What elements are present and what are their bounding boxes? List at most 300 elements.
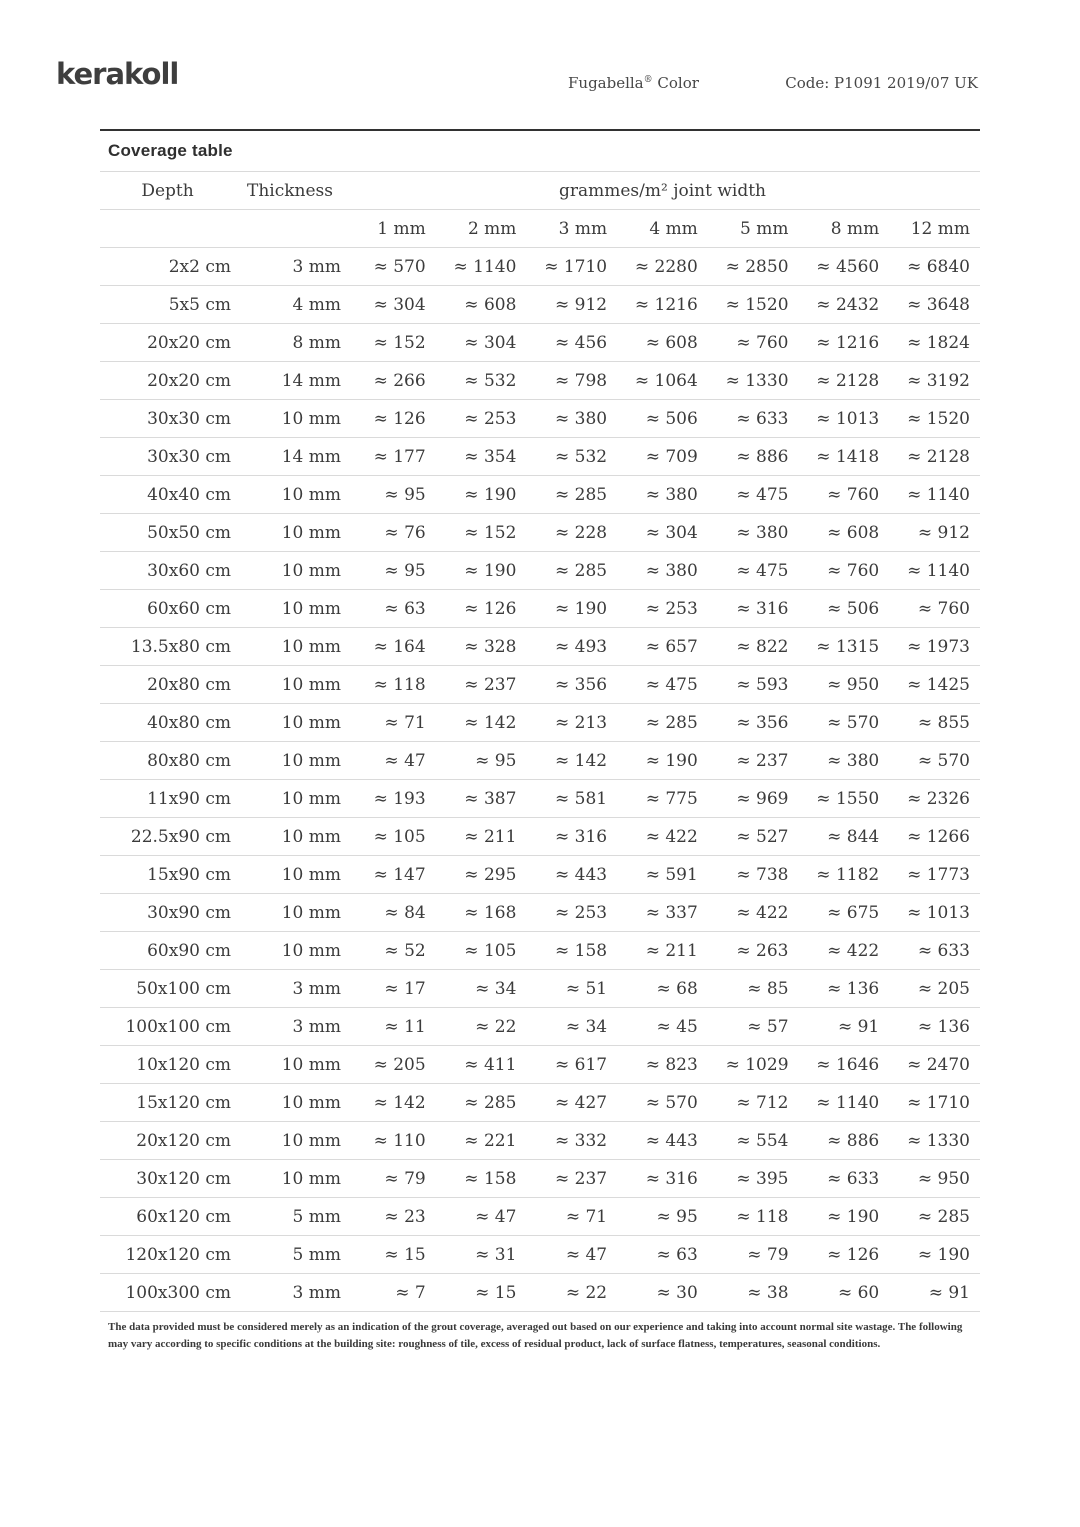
value-cell-8mm: ≈ 91 [799, 1008, 890, 1046]
value-cell-5mm: ≈ 593 [708, 666, 799, 704]
value-cell-5mm: ≈ 38 [708, 1274, 799, 1312]
thickness-cell: 10 mm [235, 704, 345, 742]
table-row [100, 248, 980, 286]
thickness-cell: 5 mm [235, 1236, 345, 1274]
thickness-cell: 10 mm [235, 1046, 345, 1084]
value-cell-1mm: ≈ 266 [345, 362, 436, 400]
depth-cell: 20x20 cm [100, 362, 235, 400]
value-cell-8mm: ≈ 2128 [799, 362, 890, 400]
value-cell-8mm: ≈ 608 [799, 514, 890, 552]
table-row [100, 552, 980, 590]
depth-cell: 15x120 cm [100, 1084, 235, 1122]
value-cell-4mm: ≈ 775 [617, 780, 708, 818]
value-cell-1mm: ≈ 76 [345, 514, 436, 552]
depth-cell: 100x300 cm [100, 1274, 235, 1312]
table-row [100, 590, 980, 628]
thickness-cell: 8 mm [235, 324, 345, 362]
value-cell-5mm: ≈ 380 [708, 514, 799, 552]
value-cell-1mm: ≈ 52 [345, 932, 436, 970]
value-cell-3mm: ≈ 443 [526, 856, 617, 894]
value-cell-8mm: ≈ 570 [799, 704, 890, 742]
value-cell-12mm: ≈ 1140 [889, 476, 980, 514]
value-cell-3mm: ≈ 22 [526, 1274, 617, 1312]
section-title: Coverage table [108, 141, 233, 160]
value-cell-8mm: ≈ 886 [799, 1122, 890, 1160]
value-cell-2mm: ≈ 295 [436, 856, 527, 894]
value-cell-12mm: ≈ 1710 [889, 1084, 980, 1122]
value-cell-12mm: ≈ 136 [889, 1008, 980, 1046]
kerakoll-logo: kerakoll [56, 57, 179, 91]
value-cell-8mm: ≈ 760 [799, 476, 890, 514]
value-cell-12mm: ≈ 3192 [889, 362, 980, 400]
table-row [100, 780, 980, 818]
value-cell-12mm: ≈ 6840 [889, 248, 980, 286]
thickness-cell: 14 mm [235, 438, 345, 476]
thickness-cell: 3 mm [235, 1274, 345, 1312]
value-cell-8mm: ≈ 760 [799, 552, 890, 590]
value-cell-8mm: ≈ 1418 [799, 438, 890, 476]
table-row [100, 856, 980, 894]
value-cell-3mm: ≈ 51 [526, 970, 617, 1008]
value-cell-4mm: ≈ 823 [617, 1046, 708, 1084]
depth-cell: 40x40 cm [100, 476, 235, 514]
value-cell-12mm: ≈ 570 [889, 742, 980, 780]
value-cell-3mm: ≈ 142 [526, 742, 617, 780]
thickness-cell: 10 mm [235, 590, 345, 628]
document-code: Code: P1091 2019/07 UK [785, 74, 978, 92]
value-cell-4mm: ≈ 253 [617, 590, 708, 628]
value-cell-8mm: ≈ 1013 [799, 400, 890, 438]
value-cell-3mm: ≈ 798 [526, 362, 617, 400]
group-header-thickness: Thickness [235, 172, 345, 210]
thickness-cell: 10 mm [235, 856, 345, 894]
value-cell-5mm: ≈ 85 [708, 970, 799, 1008]
depth-cell: 30x30 cm [100, 438, 235, 476]
product-name: Fugabella [568, 74, 644, 92]
value-cell-3mm: ≈ 34 [526, 1008, 617, 1046]
value-cell-1mm: ≈ 147 [345, 856, 436, 894]
value-cell-12mm: ≈ 2470 [889, 1046, 980, 1084]
table-row [100, 742, 980, 780]
depth-cell: 100x100 cm [100, 1008, 235, 1046]
value-cell-8mm: ≈ 136 [799, 970, 890, 1008]
value-cell-2mm: ≈ 211 [436, 818, 527, 856]
value-cell-1mm: ≈ 142 [345, 1084, 436, 1122]
thickness-cell: 10 mm [235, 628, 345, 666]
value-cell-12mm: ≈ 91 [889, 1274, 980, 1312]
value-cell-8mm: ≈ 950 [799, 666, 890, 704]
thickness-cell: 10 mm [235, 818, 345, 856]
value-cell-4mm: ≈ 1064 [617, 362, 708, 400]
value-cell-8mm: ≈ 60 [799, 1274, 890, 1312]
value-cell-2mm: ≈ 354 [436, 438, 527, 476]
value-cell-2mm: ≈ 221 [436, 1122, 527, 1160]
value-cell-1mm: ≈ 23 [345, 1198, 436, 1236]
depth-cell: 120x120 cm [100, 1236, 235, 1274]
value-cell-8mm: ≈ 675 [799, 894, 890, 932]
thickness-cell: 10 mm [235, 400, 345, 438]
value-cell-5mm: ≈ 1029 [708, 1046, 799, 1084]
value-cell-4mm: ≈ 570 [617, 1084, 708, 1122]
column-header-1mm: 1 mm [345, 210, 436, 248]
value-cell-2mm: ≈ 15 [436, 1274, 527, 1312]
value-cell-12mm: ≈ 3648 [889, 286, 980, 324]
value-cell-4mm: ≈ 190 [617, 742, 708, 780]
depth-cell: 20x20 cm [100, 324, 235, 362]
value-cell-4mm: ≈ 2280 [617, 248, 708, 286]
table-row [100, 1122, 980, 1160]
depth-cell: 13.5x80 cm [100, 628, 235, 666]
value-cell-5mm: ≈ 1330 [708, 362, 799, 400]
table-row [100, 666, 980, 704]
value-cell-8mm: ≈ 633 [799, 1160, 890, 1198]
column-header-12mm: 12 mm [889, 210, 980, 248]
value-cell-5mm: ≈ 527 [708, 818, 799, 856]
value-cell-5mm: ≈ 118 [708, 1198, 799, 1236]
value-cell-12mm: ≈ 1425 [889, 666, 980, 704]
value-cell-2mm: ≈ 253 [436, 400, 527, 438]
table-row [100, 324, 980, 362]
depth-cell: 30x90 cm [100, 894, 235, 932]
thickness-cell: 10 mm [235, 780, 345, 818]
table-group-header-row [100, 172, 980, 210]
value-cell-3mm: ≈ 253 [526, 894, 617, 932]
value-cell-1mm: ≈ 7 [345, 1274, 436, 1312]
depth-cell: 20x120 cm [100, 1122, 235, 1160]
value-cell-2mm: ≈ 532 [436, 362, 527, 400]
value-cell-12mm: ≈ 1330 [889, 1122, 980, 1160]
value-cell-3mm: ≈ 332 [526, 1122, 617, 1160]
value-cell-12mm: ≈ 2128 [889, 438, 980, 476]
value-cell-8mm: ≈ 506 [799, 590, 890, 628]
value-cell-12mm: ≈ 633 [889, 932, 980, 970]
table-row [100, 628, 980, 666]
column-header-4mm: 4 mm [617, 210, 708, 248]
value-cell-4mm: ≈ 380 [617, 476, 708, 514]
value-cell-1mm: ≈ 11 [345, 1008, 436, 1046]
table-row [100, 1046, 980, 1084]
value-cell-12mm: ≈ 190 [889, 1236, 980, 1274]
value-cell-2mm: ≈ 411 [436, 1046, 527, 1084]
thickness-cell: 14 mm [235, 362, 345, 400]
value-cell-12mm: ≈ 205 [889, 970, 980, 1008]
value-cell-2mm: ≈ 168 [436, 894, 527, 932]
table-row [100, 932, 980, 970]
value-cell-1mm: ≈ 79 [345, 1160, 436, 1198]
value-cell-8mm: ≈ 1550 [799, 780, 890, 818]
value-cell-1mm: ≈ 63 [345, 590, 436, 628]
value-cell-1mm: ≈ 15 [345, 1236, 436, 1274]
value-cell-4mm: ≈ 506 [617, 400, 708, 438]
value-cell-3mm: ≈ 190 [526, 590, 617, 628]
value-cell-1mm: ≈ 17 [345, 970, 436, 1008]
column-header-2mm: 2 mm [436, 210, 527, 248]
value-cell-5mm: ≈ 395 [708, 1160, 799, 1198]
depth-cell: 30x30 cm [100, 400, 235, 438]
value-cell-5mm: ≈ 554 [708, 1122, 799, 1160]
thickness-cell: 3 mm [235, 248, 345, 286]
thickness-cell: 10 mm [235, 552, 345, 590]
value-cell-4mm: ≈ 95 [617, 1198, 708, 1236]
value-cell-4mm: ≈ 68 [617, 970, 708, 1008]
thickness-cell: 10 mm [235, 932, 345, 970]
thickness-cell: 10 mm [235, 476, 345, 514]
value-cell-5mm: ≈ 57 [708, 1008, 799, 1046]
value-cell-1mm: ≈ 71 [345, 704, 436, 742]
depth-cell: 60x90 cm [100, 932, 235, 970]
value-cell-8mm: ≈ 1140 [799, 1084, 890, 1122]
value-cell-8mm: ≈ 1315 [799, 628, 890, 666]
depth-cell: 50x100 cm [100, 970, 235, 1008]
value-cell-12mm: ≈ 1140 [889, 552, 980, 590]
value-cell-2mm: ≈ 95 [436, 742, 527, 780]
value-cell-4mm: ≈ 608 [617, 324, 708, 362]
value-cell-2mm: ≈ 237 [436, 666, 527, 704]
value-cell-2mm: ≈ 1140 [436, 248, 527, 286]
page-content [100, 129, 980, 1353]
depth-cell: 30x120 cm [100, 1160, 235, 1198]
value-cell-8mm: ≈ 422 [799, 932, 890, 970]
value-cell-3mm: ≈ 617 [526, 1046, 617, 1084]
value-cell-1mm: ≈ 152 [345, 324, 436, 362]
value-cell-8mm: ≈ 190 [799, 1198, 890, 1236]
table-row [100, 438, 980, 476]
column-header-8mm: 8 mm [799, 210, 890, 248]
value-cell-3mm: ≈ 237 [526, 1160, 617, 1198]
value-cell-4mm: ≈ 63 [617, 1236, 708, 1274]
value-cell-12mm: ≈ 855 [889, 704, 980, 742]
footnote: The data provided must be considered merely as an indication of the grout coverage, averaged out based on our experience and taking into account normal site wastage. The following may vary according to specific conditions at the building site: roughness of tile, excess of residual product, lack of surface flatness, temperatures, seasonal conditions. [108, 1321, 963, 1351]
table-row [100, 704, 980, 742]
value-cell-5mm: ≈ 316 [708, 590, 799, 628]
value-cell-5mm: ≈ 633 [708, 400, 799, 438]
value-cell-1mm: ≈ 47 [345, 742, 436, 780]
value-cell-5mm: ≈ 712 [708, 1084, 799, 1122]
value-cell-3mm: ≈ 213 [526, 704, 617, 742]
value-cell-5mm: ≈ 422 [708, 894, 799, 932]
thickness-cell: 3 mm [235, 1008, 345, 1046]
thickness-cell: 10 mm [235, 666, 345, 704]
table-row [100, 514, 980, 552]
coverage-table [100, 172, 980, 1312]
value-cell-12mm: ≈ 1773 [889, 856, 980, 894]
table-row [100, 1008, 980, 1046]
column-header-spacer-thickness [235, 210, 345, 248]
table-row [100, 476, 980, 514]
section-title-row [100, 131, 980, 172]
depth-cell: 11x90 cm [100, 780, 235, 818]
value-cell-1mm: ≈ 177 [345, 438, 436, 476]
depth-cell: 15x90 cm [100, 856, 235, 894]
thickness-cell: 10 mm [235, 1084, 345, 1122]
value-cell-3mm: ≈ 356 [526, 666, 617, 704]
table-column-header-row [100, 210, 980, 248]
value-cell-8mm: ≈ 4560 [799, 248, 890, 286]
registered-trademark-symbol: ® [643, 75, 653, 85]
value-cell-4mm: ≈ 443 [617, 1122, 708, 1160]
value-cell-2mm: ≈ 387 [436, 780, 527, 818]
table-row [100, 894, 980, 932]
group-header-joint-width: grammes/m² joint width [345, 172, 980, 210]
table-row [100, 818, 980, 856]
value-cell-5mm: ≈ 356 [708, 704, 799, 742]
value-cell-3mm: ≈ 912 [526, 286, 617, 324]
value-cell-4mm: ≈ 304 [617, 514, 708, 552]
table-row [100, 286, 980, 324]
value-cell-3mm: ≈ 380 [526, 400, 617, 438]
value-cell-12mm: ≈ 1973 [889, 628, 980, 666]
value-cell-2mm: ≈ 158 [436, 1160, 527, 1198]
value-cell-8mm: ≈ 844 [799, 818, 890, 856]
table-row [100, 362, 980, 400]
value-cell-1mm: ≈ 193 [345, 780, 436, 818]
value-cell-2mm: ≈ 285 [436, 1084, 527, 1122]
value-cell-4mm: ≈ 337 [617, 894, 708, 932]
value-cell-12mm: ≈ 950 [889, 1160, 980, 1198]
value-cell-4mm: ≈ 45 [617, 1008, 708, 1046]
value-cell-3mm: ≈ 493 [526, 628, 617, 666]
value-cell-3mm: ≈ 532 [526, 438, 617, 476]
column-header-5mm: 5 mm [708, 210, 799, 248]
value-cell-8mm: ≈ 1216 [799, 324, 890, 362]
value-cell-3mm: ≈ 71 [526, 1198, 617, 1236]
value-cell-2mm: ≈ 22 [436, 1008, 527, 1046]
value-cell-4mm: ≈ 591 [617, 856, 708, 894]
value-cell-3mm: ≈ 228 [526, 514, 617, 552]
depth-cell: 20x80 cm [100, 666, 235, 704]
value-cell-3mm: ≈ 456 [526, 324, 617, 362]
product-suffix: Color [652, 74, 699, 92]
value-cell-5mm: ≈ 475 [708, 552, 799, 590]
value-cell-4mm: ≈ 709 [617, 438, 708, 476]
thickness-cell: 3 mm [235, 970, 345, 1008]
depth-cell: 10x120 cm [100, 1046, 235, 1084]
value-cell-4mm: ≈ 422 [617, 818, 708, 856]
value-cell-4mm: ≈ 657 [617, 628, 708, 666]
value-cell-4mm: ≈ 211 [617, 932, 708, 970]
value-cell-5mm: ≈ 738 [708, 856, 799, 894]
thickness-cell: 10 mm [235, 514, 345, 552]
depth-cell: 50x50 cm [100, 514, 235, 552]
value-cell-5mm: ≈ 760 [708, 324, 799, 362]
column-header-3mm: 3 mm [526, 210, 617, 248]
value-cell-8mm: ≈ 1646 [799, 1046, 890, 1084]
value-cell-2mm: ≈ 126 [436, 590, 527, 628]
value-cell-2mm: ≈ 47 [436, 1198, 527, 1236]
value-cell-1mm: ≈ 304 [345, 286, 436, 324]
value-cell-2mm: ≈ 190 [436, 476, 527, 514]
value-cell-12mm: ≈ 912 [889, 514, 980, 552]
depth-cell: 22.5x90 cm [100, 818, 235, 856]
value-cell-5mm: ≈ 263 [708, 932, 799, 970]
value-cell-5mm: ≈ 475 [708, 476, 799, 514]
value-cell-3mm: ≈ 285 [526, 552, 617, 590]
value-cell-5mm: ≈ 969 [708, 780, 799, 818]
value-cell-1mm: ≈ 95 [345, 552, 436, 590]
value-cell-12mm: ≈ 1266 [889, 818, 980, 856]
value-cell-8mm: ≈ 2432 [799, 286, 890, 324]
value-cell-4mm: ≈ 30 [617, 1274, 708, 1312]
table-row [100, 1198, 980, 1236]
value-cell-3mm: ≈ 581 [526, 780, 617, 818]
value-cell-12mm: ≈ 1824 [889, 324, 980, 362]
thickness-cell: 4 mm [235, 286, 345, 324]
value-cell-2mm: ≈ 608 [436, 286, 527, 324]
value-cell-3mm: ≈ 427 [526, 1084, 617, 1122]
table-row [100, 970, 980, 1008]
value-cell-2mm: ≈ 152 [436, 514, 527, 552]
value-cell-1mm: ≈ 110 [345, 1122, 436, 1160]
value-cell-4mm: ≈ 316 [617, 1160, 708, 1198]
value-cell-12mm: ≈ 1013 [889, 894, 980, 932]
table-row [100, 1236, 980, 1274]
value-cell-5mm: ≈ 1520 [708, 286, 799, 324]
value-cell-2mm: ≈ 328 [436, 628, 527, 666]
depth-cell: 30x60 cm [100, 552, 235, 590]
value-cell-5mm: ≈ 237 [708, 742, 799, 780]
thickness-cell: 10 mm [235, 1160, 345, 1198]
value-cell-1mm: ≈ 164 [345, 628, 436, 666]
value-cell-3mm: ≈ 1710 [526, 248, 617, 286]
value-cell-12mm: ≈ 760 [889, 590, 980, 628]
value-cell-12mm: ≈ 1520 [889, 400, 980, 438]
coverage-table-body [100, 248, 980, 1312]
value-cell-2mm: ≈ 142 [436, 704, 527, 742]
value-cell-1mm: ≈ 570 [345, 248, 436, 286]
thickness-cell: 10 mm [235, 894, 345, 932]
value-cell-1mm: ≈ 95 [345, 476, 436, 514]
value-cell-3mm: ≈ 47 [526, 1236, 617, 1274]
thickness-cell: 10 mm [235, 1122, 345, 1160]
value-cell-2mm: ≈ 304 [436, 324, 527, 362]
depth-cell: 60x120 cm [100, 1198, 235, 1236]
value-cell-1mm: ≈ 205 [345, 1046, 436, 1084]
value-cell-1mm: ≈ 105 [345, 818, 436, 856]
thickness-cell: 10 mm [235, 742, 345, 780]
value-cell-8mm: ≈ 1182 [799, 856, 890, 894]
value-cell-3mm: ≈ 285 [526, 476, 617, 514]
value-cell-4mm: ≈ 380 [617, 552, 708, 590]
thickness-cell: 5 mm [235, 1198, 345, 1236]
value-cell-8mm: ≈ 380 [799, 742, 890, 780]
value-cell-12mm: ≈ 2326 [889, 780, 980, 818]
depth-cell: 40x80 cm [100, 704, 235, 742]
value-cell-1mm: ≈ 84 [345, 894, 436, 932]
table-row [100, 1274, 980, 1312]
table-row [100, 1160, 980, 1198]
value-cell-5mm: ≈ 2850 [708, 248, 799, 286]
depth-cell: 80x80 cm [100, 742, 235, 780]
table-row [100, 1084, 980, 1122]
value-cell-4mm: ≈ 1216 [617, 286, 708, 324]
depth-cell: 5x5 cm [100, 286, 235, 324]
value-cell-8mm: ≈ 126 [799, 1236, 890, 1274]
product-title [568, 74, 699, 92]
value-cell-2mm: ≈ 31 [436, 1236, 527, 1274]
value-cell-3mm: ≈ 316 [526, 818, 617, 856]
value-cell-4mm: ≈ 285 [617, 704, 708, 742]
value-cell-3mm: ≈ 158 [526, 932, 617, 970]
column-header-spacer-depth [100, 210, 235, 248]
value-cell-5mm: ≈ 79 [708, 1236, 799, 1274]
group-header-depth: Depth [100, 172, 235, 210]
value-cell-12mm: ≈ 285 [889, 1198, 980, 1236]
depth-cell: 60x60 cm [100, 590, 235, 628]
value-cell-1mm: ≈ 118 [345, 666, 436, 704]
value-cell-5mm: ≈ 886 [708, 438, 799, 476]
value-cell-2mm: ≈ 34 [436, 970, 527, 1008]
depth-cell: 2x2 cm [100, 248, 235, 286]
